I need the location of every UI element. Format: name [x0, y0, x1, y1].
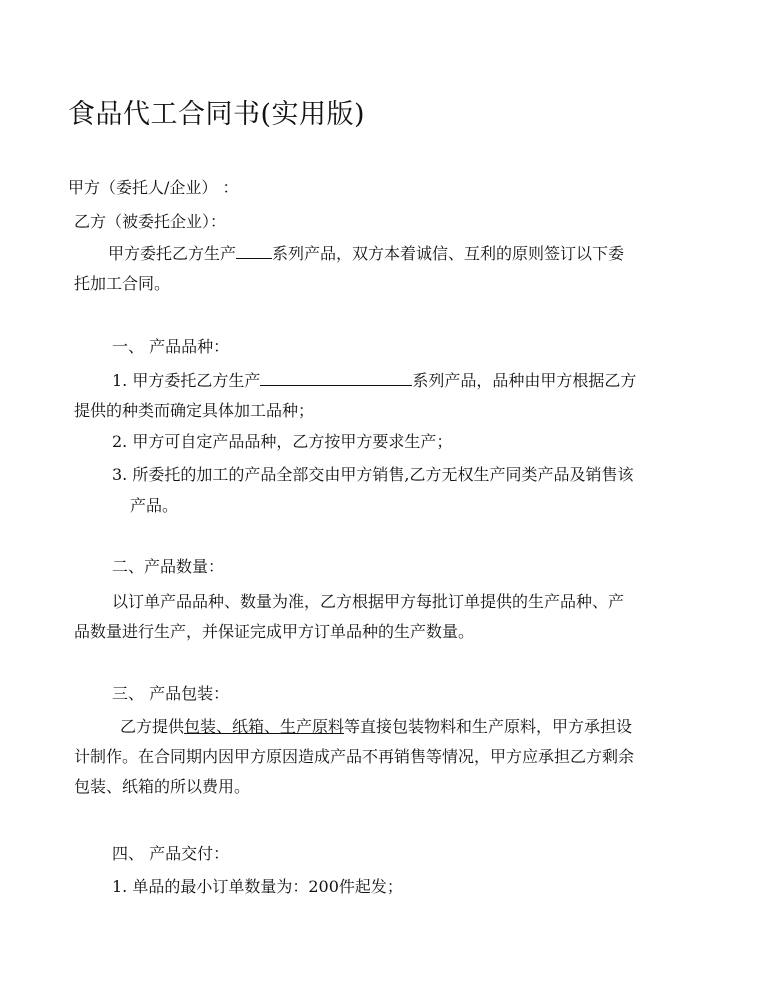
- document-title: 食品代工合同书(实用版): [68, 99, 366, 130]
- item-1-text-a: 1. 甲方委托乙方生产: [112, 371, 261, 390]
- section-1-heading: 一、 产品品种：: [112, 337, 230, 356]
- section-3-text-a: 乙方提供: [120, 717, 185, 736]
- blank-underline: [236, 243, 272, 259]
- underlined-materials: 包装、纸箱、生产原料: [184, 717, 345, 736]
- section-3-line-3: 包装、纸箱的所以费用。: [74, 777, 251, 796]
- section-4-heading: 四、 产品交付：: [112, 844, 230, 863]
- section-1-item-1: [112, 370, 636, 391]
- blank-underline: [260, 370, 412, 386]
- section-2-line-2: 品数量进行生产，并保证完成甲方订单品种的生产数量。: [74, 622, 475, 641]
- intro-line-1: [108, 243, 624, 264]
- intro-line-2: 托加工合同。: [74, 274, 171, 293]
- section-2-heading: 二、产品数量：: [112, 557, 225, 576]
- section-3-line-2: 计制作。在合同期内因甲方原因造成产品不再销售等情况，甲方应承担乙方剩余: [74, 747, 635, 766]
- section-3-heading: 三、 产品包装：: [112, 684, 230, 703]
- section-1-item-2: 2. 甲方可自定产品品种，乙方按甲方要求生产；: [112, 432, 453, 451]
- item-1-text-b: 系列产品，品种由甲方根据乙方: [412, 371, 637, 390]
- section-3-text-b: 等直接包装物料和生产原料，甲方承担设: [344, 717, 633, 736]
- section-1-item-3-cont: 产品。: [130, 496, 179, 515]
- party-a-line: 甲方（委托人/企业） ：: [68, 178, 239, 197]
- intro-text-a: 甲方委托乙方生产: [108, 244, 237, 263]
- section-3-line-1: [120, 717, 632, 737]
- section-4-item-1: 1. 单品的最小订单数量为：200件起发；: [112, 877, 403, 896]
- section-1-item-3: 3. 所委托的加工的产品全部交由甲方销售,乙方无权生产同类产品及销售该: [112, 465, 634, 484]
- section-1-item-1-cont: 提供的种类而确定具体加工品种；: [74, 401, 315, 420]
- intro-text-b: 系列产品，双方本着诚信、互利的原则签订以下委: [272, 244, 625, 263]
- party-b-line: 乙方（被委托企业）：: [74, 212, 227, 231]
- section-2-line-1: 以订单产品品种、数量为准，乙方根据甲方每批订单提供的生产品种、产: [112, 592, 625, 611]
